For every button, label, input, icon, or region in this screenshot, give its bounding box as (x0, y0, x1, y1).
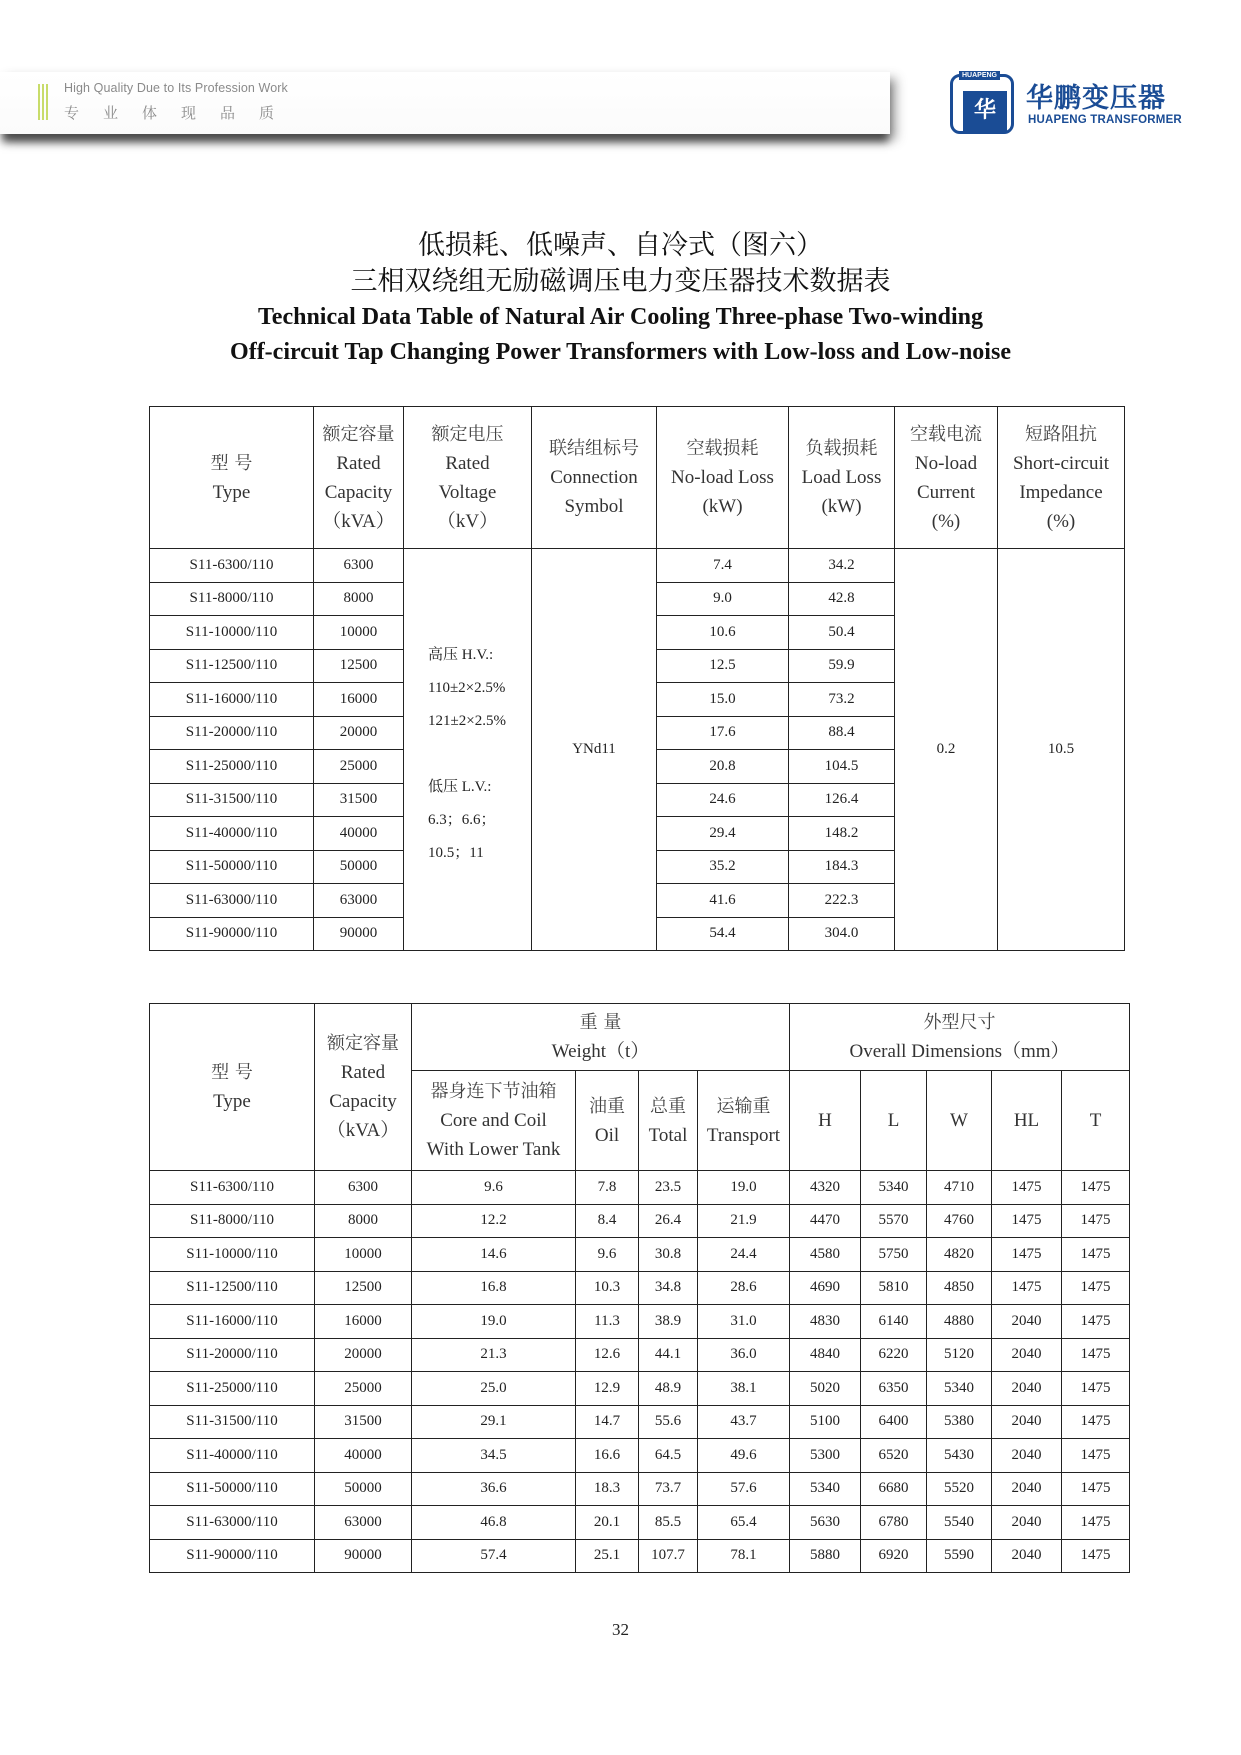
slogan-cn: 专业体现品质 (64, 104, 299, 122)
logo-name-cn: 华鹏变压器 (1026, 83, 1166, 114)
cell-h: 4690 (790, 1271, 861, 1305)
table-row (150, 549, 1125, 583)
cell-type: S11-8000/110 (150, 582, 314, 616)
cell-total: 44.1 (639, 1338, 698, 1372)
cell-total: 30.8 (639, 1238, 698, 1272)
header-h: H (790, 1071, 861, 1171)
cell-type: S11-10000/110 (150, 1238, 315, 1272)
cell-w: 5380 (927, 1405, 992, 1439)
cell-t: 1475 (1062, 1405, 1130, 1439)
cell-core: 36.6 (412, 1472, 576, 1506)
cell-noload-loss: 35.2 (657, 850, 789, 884)
cell-transport: 38.1 (698, 1372, 790, 1406)
cell-l: 6680 (861, 1472, 927, 1506)
cell-h: 5100 (790, 1405, 861, 1439)
cell-type: S11-63000/110 (150, 884, 314, 918)
cell-oil: 20.1 (576, 1506, 639, 1540)
cell-noload-loss: 10.6 (657, 616, 789, 650)
cell-capacity: 25000 (315, 1372, 412, 1406)
cell-l: 5340 (861, 1171, 927, 1205)
cell-type: S11-16000/110 (150, 1305, 315, 1339)
header-weight: 重 量 Weight（t） (412, 1004, 790, 1071)
table-row (150, 1439, 1130, 1473)
cell-type: S11-20000/110 (150, 716, 314, 750)
header-impedance: 短路阻抗 Short-circuit Impedance (%) (998, 407, 1125, 549)
cell-load-loss: 304.0 (789, 917, 895, 951)
cell-total: 73.7 (639, 1472, 698, 1506)
header-t: T (1062, 1071, 1130, 1171)
cell-type: S11-50000/110 (150, 850, 314, 884)
cell-w: 5430 (927, 1439, 992, 1473)
cell-capacity: 6300 (314, 549, 404, 583)
table-row (150, 1472, 1130, 1506)
logo-name-en: HUAPENG TRANSFORMER (1028, 114, 1182, 126)
cell-rated-voltage: 高压 H.V.: 110±2×2.5% 121±2×2.5% 低压 L.V.: 6.3；6.6； 10.5；11 (404, 549, 532, 951)
cell-h: 5020 (790, 1372, 861, 1406)
cell-type: S11-20000/110 (150, 1338, 315, 1372)
cell-type: S11-63000/110 (150, 1506, 315, 1540)
cell-load-loss: 126.4 (789, 783, 895, 817)
cell-oil: 12.9 (576, 1372, 639, 1406)
cell-l: 5810 (861, 1271, 927, 1305)
cell-load-loss: 73.2 (789, 683, 895, 717)
cell-w: 5590 (927, 1539, 992, 1573)
cell-capacity: 50000 (314, 850, 404, 884)
cell-type: S11-31500/110 (150, 783, 314, 817)
cell-transport: 21.9 (698, 1204, 790, 1238)
title-cn-line2: 三相双绕组无励磁调压电力变压器技术数据表 (350, 266, 891, 297)
page-number: 32 (612, 1620, 629, 1639)
cell-w: 5340 (927, 1372, 992, 1406)
cell-w: 5120 (927, 1338, 992, 1372)
cell-type: S11-10000/110 (150, 616, 314, 650)
cell-noload-current: 0.2 (895, 549, 998, 951)
cell-oil: 25.1 (576, 1539, 639, 1573)
cell-capacity: 10000 (315, 1238, 412, 1272)
logo-badge: HUAPENG (959, 71, 1000, 80)
cell-capacity: 63000 (314, 884, 404, 918)
cell-oil: 11.3 (576, 1305, 639, 1339)
cell-oil: 7.8 (576, 1171, 639, 1205)
cell-total: 55.6 (639, 1405, 698, 1439)
logo-char: 华 (963, 91, 1007, 131)
cell-transport: 28.6 (698, 1271, 790, 1305)
cell-oil: 16.6 (576, 1439, 639, 1473)
cell-h: 4580 (790, 1238, 861, 1272)
header-voltage: 额定电压 Rated Voltage （kV） (404, 407, 532, 549)
header-core-coil: 器身连下节油箱 Core and Coil With Lower Tank (412, 1071, 576, 1171)
cell-core: 19.0 (412, 1305, 576, 1339)
cell-hl: 2040 (992, 1405, 1062, 1439)
cell-capacity: 31500 (315, 1405, 412, 1439)
cell-transport: 19.0 (698, 1171, 790, 1205)
cell-total: 85.5 (639, 1506, 698, 1540)
cell-total: 34.8 (639, 1271, 698, 1305)
cell-core: 14.6 (412, 1238, 576, 1272)
cell-noload-loss: 54.4 (657, 917, 789, 951)
table-row (150, 1204, 1130, 1238)
cell-type: S11-8000/110 (150, 1204, 315, 1238)
cell-capacity: 12500 (315, 1271, 412, 1305)
cell-w: 4880 (927, 1305, 992, 1339)
cell-type: S11-12500/110 (150, 649, 314, 683)
table-row (150, 1338, 1130, 1372)
cell-w: 5520 (927, 1472, 992, 1506)
header-hl: HL (992, 1071, 1062, 1171)
cell-load-loss: 42.8 (789, 582, 895, 616)
cell-type: S11-16000/110 (150, 683, 314, 717)
cell-l: 6140 (861, 1305, 927, 1339)
cell-hl: 2040 (992, 1539, 1062, 1573)
cell-transport: 78.1 (698, 1539, 790, 1573)
cell-core: 34.5 (412, 1439, 576, 1473)
title-cn-line1: 低损耗、低噪声、自冷式（图六） (418, 230, 823, 261)
cell-h: 5630 (790, 1506, 861, 1540)
title-en-line1: Technical Data Table of Natural Air Cooling Three-phase Two-winding (257, 304, 983, 330)
cell-w: 5540 (927, 1506, 992, 1540)
cell-l: 6920 (861, 1539, 927, 1573)
title-en-line2: Off-circuit Tap Changing Power Transformers with Low-loss and Low-noise (230, 339, 1011, 365)
cell-capacity: 50000 (315, 1472, 412, 1506)
cell-capacity: 90000 (314, 917, 404, 951)
logo-mark-icon (950, 74, 1014, 134)
cell-capacity: 10000 (314, 616, 404, 650)
cell-noload-loss: 15.0 (657, 683, 789, 717)
cell-type: S11-25000/110 (150, 1372, 315, 1406)
cell-t: 1475 (1062, 1204, 1130, 1238)
cell-core: 21.3 (412, 1338, 576, 1372)
cell-t: 1475 (1062, 1372, 1130, 1406)
cell-transport: 36.0 (698, 1338, 790, 1372)
cell-capacity: 16000 (315, 1305, 412, 1339)
table2-header-row-1 (150, 1004, 1130, 1071)
cell-total: 23.5 (639, 1171, 698, 1205)
cell-h: 5880 (790, 1539, 861, 1573)
header-transport: 运输重 Transport (698, 1071, 790, 1171)
cell-capacity: 8000 (314, 582, 404, 616)
cell-noload-loss: 29.4 (657, 817, 789, 851)
header-banner (0, 72, 890, 134)
table-row (150, 1171, 1130, 1205)
company-logo (950, 72, 1190, 136)
cell-h: 4470 (790, 1204, 861, 1238)
header-noload-loss: 空载损耗 No-load Loss (kW) (657, 407, 789, 549)
cell-total: 26.4 (639, 1204, 698, 1238)
table-row (150, 1372, 1130, 1406)
cell-t: 1475 (1062, 1171, 1130, 1205)
cell-noload-loss: 9.0 (657, 582, 789, 616)
cell-noload-loss: 7.4 (657, 549, 789, 583)
cell-l: 6220 (861, 1338, 927, 1372)
table1-header-row (150, 407, 1125, 549)
cell-type: S11-31500/110 (150, 1405, 315, 1439)
table-row (150, 1271, 1130, 1305)
cell-h: 4830 (790, 1305, 861, 1339)
cell-hl: 1475 (992, 1204, 1062, 1238)
cell-hl: 2040 (992, 1372, 1062, 1406)
cell-noload-loss: 17.6 (657, 716, 789, 750)
cell-load-loss: 34.2 (789, 549, 895, 583)
cell-hl: 2040 (992, 1305, 1062, 1339)
cell-hl: 2040 (992, 1439, 1062, 1473)
cell-t: 1475 (1062, 1305, 1130, 1339)
table-row (150, 1238, 1130, 1272)
cell-transport: 24.4 (698, 1238, 790, 1272)
cell-load-loss: 88.4 (789, 716, 895, 750)
cell-core: 12.2 (412, 1204, 576, 1238)
cell-load-loss: 184.3 (789, 850, 895, 884)
header-connection: 联结组标号 Connection Symbol (532, 407, 657, 549)
cell-load-loss: 50.4 (789, 616, 895, 650)
cell-l: 6400 (861, 1405, 927, 1439)
cell-connection-symbol: YNd11 (532, 549, 657, 951)
cell-capacity: 16000 (314, 683, 404, 717)
cell-core: 16.8 (412, 1271, 576, 1305)
cell-capacity: 90000 (315, 1539, 412, 1573)
cell-type: S11-90000/110 (150, 917, 314, 951)
cell-t: 1475 (1062, 1338, 1130, 1372)
cell-oil: 14.7 (576, 1405, 639, 1439)
cell-transport: 31.0 (698, 1305, 790, 1339)
cell-noload-loss: 12.5 (657, 649, 789, 683)
cell-hl: 1475 (992, 1271, 1062, 1305)
cell-hl: 2040 (992, 1506, 1062, 1540)
cell-h: 5340 (790, 1472, 861, 1506)
cell-type: S11-40000/110 (150, 1439, 315, 1473)
cell-impedance: 10.5 (998, 549, 1125, 951)
page-title (0, 228, 1241, 370)
cell-capacity: 20000 (314, 716, 404, 750)
header-total: 总重 Total (639, 1071, 698, 1171)
cell-l: 6520 (861, 1439, 927, 1473)
cell-oil: 9.6 (576, 1238, 639, 1272)
cell-w: 4850 (927, 1271, 992, 1305)
cell-oil: 8.4 (576, 1204, 639, 1238)
banner-bars-icon (38, 84, 50, 120)
cell-t: 1475 (1062, 1238, 1130, 1272)
table-row (150, 1405, 1130, 1439)
header-capacity: 额定容量 Rated Capacity （kVA） (315, 1004, 412, 1171)
cell-noload-loss: 24.6 (657, 783, 789, 817)
cell-type: S11-50000/110 (150, 1472, 315, 1506)
cell-total: 48.9 (639, 1372, 698, 1406)
cell-type: S11-12500/110 (150, 1271, 315, 1305)
cell-hl: 1475 (992, 1238, 1062, 1272)
weight-dimensions-table (149, 1003, 1130, 1573)
cell-l: 6350 (861, 1372, 927, 1406)
cell-w: 4760 (927, 1204, 992, 1238)
cell-w: 4820 (927, 1238, 992, 1272)
cell-transport: 43.7 (698, 1405, 790, 1439)
header-type: 型 号 Type (150, 407, 314, 549)
cell-hl: 2040 (992, 1472, 1062, 1506)
header-w: W (927, 1071, 992, 1171)
cell-oil: 10.3 (576, 1271, 639, 1305)
cell-capacity: 8000 (315, 1204, 412, 1238)
cell-t: 1475 (1062, 1506, 1130, 1540)
cell-h: 5300 (790, 1439, 861, 1473)
cell-type: S11-6300/110 (150, 549, 314, 583)
cell-oil: 18.3 (576, 1472, 639, 1506)
header-type: 型 号 Type (150, 1004, 315, 1171)
cell-core: 9.6 (412, 1171, 576, 1205)
cell-l: 5750 (861, 1238, 927, 1272)
cell-core: 57.4 (412, 1539, 576, 1573)
cell-transport: 65.4 (698, 1506, 790, 1540)
cell-type: S11-25000/110 (150, 750, 314, 784)
cell-hl: 2040 (992, 1338, 1062, 1372)
header-l: L (861, 1071, 927, 1171)
cell-capacity: 31500 (314, 783, 404, 817)
cell-total: 107.7 (639, 1539, 698, 1573)
cell-core: 46.8 (412, 1506, 576, 1540)
cell-h: 4840 (790, 1338, 861, 1372)
cell-capacity: 63000 (315, 1506, 412, 1540)
header-oil: 油重 Oil (576, 1071, 639, 1171)
cell-load-loss: 148.2 (789, 817, 895, 851)
header-noload-current: 空载电流 No-load Current (%) (895, 407, 998, 549)
cell-load-loss: 222.3 (789, 884, 895, 918)
cell-h: 4320 (790, 1171, 861, 1205)
cell-load-loss: 59.9 (789, 649, 895, 683)
cell-t: 1475 (1062, 1539, 1130, 1573)
cell-capacity: 20000 (315, 1338, 412, 1372)
header-load-loss: 负载损耗 Load Loss (kW) (789, 407, 895, 549)
cell-core: 25.0 (412, 1372, 576, 1406)
cell-t: 1475 (1062, 1472, 1130, 1506)
cell-core: 29.1 (412, 1405, 576, 1439)
header-capacity: 额定容量 Rated Capacity （kVA） (314, 407, 404, 549)
cell-total: 64.5 (639, 1439, 698, 1473)
electrical-data-table (149, 406, 1125, 951)
cell-load-loss: 104.5 (789, 750, 895, 784)
slogan-en: High Quality Due to Its Profession Work (64, 81, 288, 95)
cell-type: S11-6300/110 (150, 1171, 315, 1205)
cell-t: 1475 (1062, 1271, 1130, 1305)
cell-l: 5570 (861, 1204, 927, 1238)
cell-w: 4710 (927, 1171, 992, 1205)
cell-type: S11-90000/110 (150, 1539, 315, 1573)
cell-noload-loss: 41.6 (657, 884, 789, 918)
cell-l: 6780 (861, 1506, 927, 1540)
cell-capacity: 25000 (314, 750, 404, 784)
cell-oil: 12.6 (576, 1338, 639, 1372)
cell-noload-loss: 20.8 (657, 750, 789, 784)
header-dimensions: 外型尺寸 Overall Dimensions（mm） (790, 1004, 1130, 1071)
cell-capacity: 12500 (314, 649, 404, 683)
cell-total: 38.9 (639, 1305, 698, 1339)
cell-capacity: 6300 (315, 1171, 412, 1205)
cell-hl: 1475 (992, 1171, 1062, 1205)
table-row (150, 1305, 1130, 1339)
table-row (150, 1506, 1130, 1540)
cell-type: S11-40000/110 (150, 817, 314, 851)
table-row (150, 1539, 1130, 1573)
cell-capacity: 40000 (315, 1439, 412, 1473)
cell-transport: 49.6 (698, 1439, 790, 1473)
cell-capacity: 40000 (314, 817, 404, 851)
cell-transport: 57.6 (698, 1472, 790, 1506)
cell-t: 1475 (1062, 1439, 1130, 1473)
